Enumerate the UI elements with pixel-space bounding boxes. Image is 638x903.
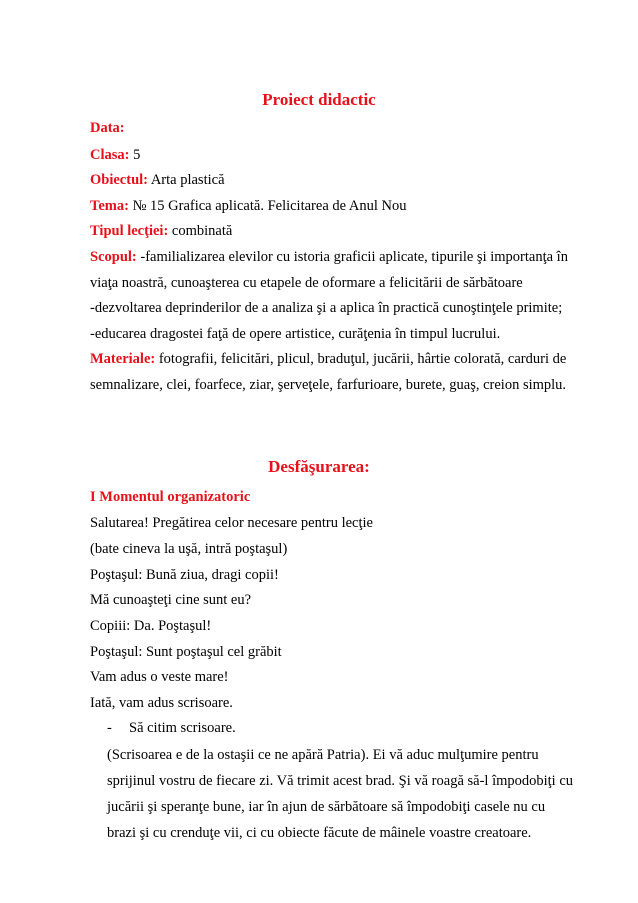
field-data [90, 118, 125, 138]
paragraph-line: sprijinul vostru de fiecare zi. Vă trimit acest brad. Şi vă roagă să-l împodobiţi cu [107, 773, 574, 789]
paragraph-line: brazi şi cu crenduţe vii, ci cu obiecte făcute de mâinele voastre creatoare. [107, 825, 532, 841]
tema-value: № 15 Grafica aplicată. Felicitarea de Anul Nou [128, 198, 407, 214]
data-label: Data: [90, 120, 125, 136]
clasa-value: 5 [129, 147, 141, 163]
materiale-value-line1: fotografii, felicitări, plicul, braduţul, jucării, hârtie colorată, carduri de [155, 351, 567, 367]
section-line: Iată, vam adus scrisoare. [90, 695, 233, 711]
scopul-value-line1: -familializarea elevilor cu istoria graficii aplicate, tipurile şi importanţa în [136, 249, 568, 265]
scopul-value-line2: viaţa noastră, cunoaşterea cu etapele de oformare a felicitării de sărbătoare [90, 275, 523, 291]
section-line: Salutarea! Pregătirea celor necesare pentru lecţie [90, 515, 373, 531]
section-line: Poştaşul: Sunt poştaşul cel grăbit [90, 644, 282, 660]
bullet-item [107, 718, 236, 738]
paragraph-line: (Scrisoarea e de la ostaşii ce ne apără Patria). Ei vă aduc mulţumire pentru [107, 747, 539, 763]
field-scopul [90, 247, 568, 267]
field-clasa [90, 145, 140, 165]
materiale-label: Materiale: [90, 351, 156, 367]
materiale-value-line2: semnalizare, clei, foarfece, ziar, şerveţele, farfurioare, burete, guaş, creion simplu. [90, 377, 567, 393]
section-line: Vam adus o veste mare! [90, 669, 229, 685]
tema-label: Tema: [90, 198, 129, 214]
scopul-label: Scopul: [90, 249, 137, 265]
section-line: (bate cineva la uşă, intră poştaşul) [90, 541, 288, 557]
field-tipul [90, 221, 232, 241]
field-materiale [90, 349, 566, 369]
obiectul-value: Arta plastică [148, 172, 225, 188]
section-title: Desfăşurarea: [268, 457, 370, 476]
section-line: Mă cunoaşteţi cine sunt eu? [90, 592, 252, 608]
document-title: Proiect didactic [262, 90, 376, 109]
tipul-value: combinată [168, 223, 233, 239]
tipul-label: Tipul lecţiei: [90, 223, 169, 239]
paragraph-line: jucării şi speranţe bune, iar în ajun de sărbătoare să împodobiţi casele nu cu [107, 799, 546, 815]
bullet-dash: - [107, 720, 112, 736]
field-tema [90, 196, 406, 216]
obiectul-label: Obiectul: [90, 172, 148, 188]
clasa-label: Clasa: [90, 147, 130, 163]
section-subheading: I Momentul organizatoric [90, 489, 251, 505]
bullet-text: Să citim scrisoare. [129, 720, 236, 736]
scopul-value-line3: -dezvoltarea deprinderilor de a analiza şi a aplica în practică cunoştinţele primite; [90, 300, 563, 316]
scopul-value-line4: -educarea dragostei faţă de opere artistice, curăţenia în timpul lucrului. [90, 326, 501, 342]
field-obiectul [90, 170, 225, 190]
section-line: Copiii: Da. Poştaşul! [90, 618, 212, 634]
section-line: Poştaşul: Bună ziua, dragi copii! [90, 567, 279, 583]
